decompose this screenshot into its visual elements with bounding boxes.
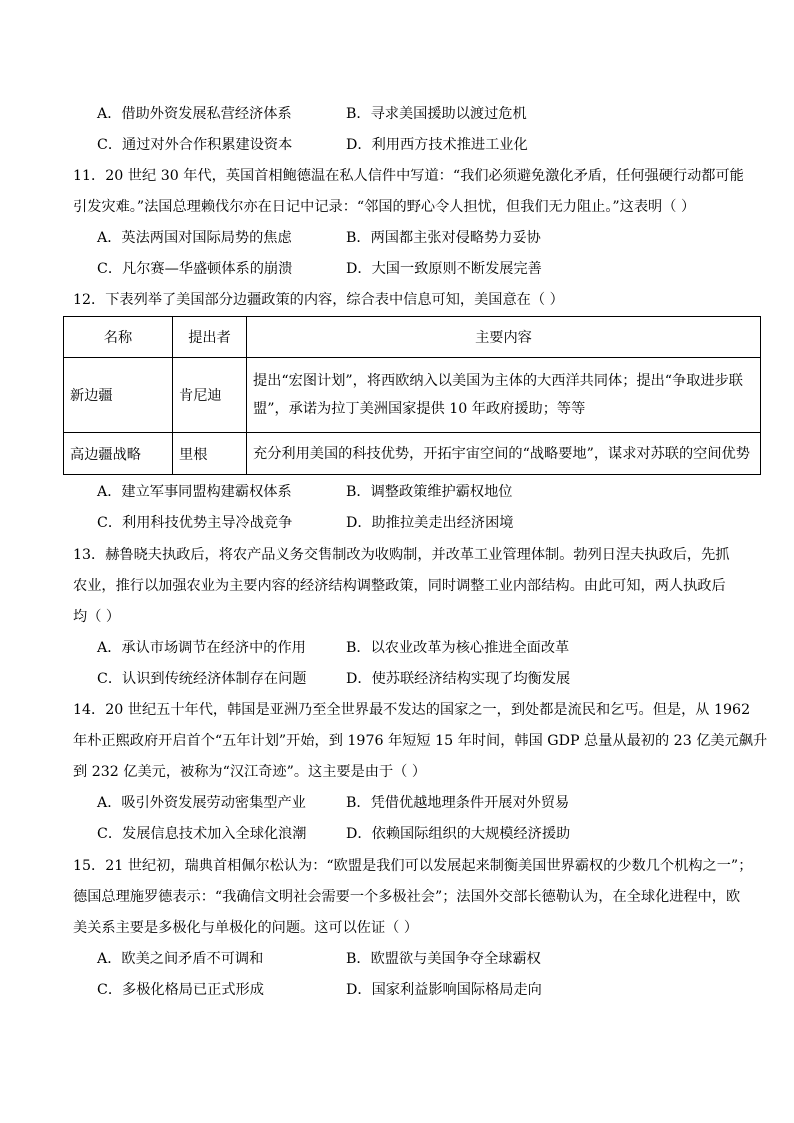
q15-option-b[interactable]: B．欧盟欲与美国争夺全球霸权 xyxy=(346,951,541,967)
q15-stem-line1: 15．21 世纪初，瑞典首相佩尔松认为：“欧盟是我们可以发展起来制衡美国世界霸权的少数几个机构之一”； xyxy=(73,858,753,874)
table-header-row xyxy=(64,317,761,358)
content-line: 提出“宏图计划”，将西欧纳入以美国为主体的大西洋共同体；提出“争取进步联 xyxy=(253,373,743,389)
q15-option-d[interactable]: D．国家利益影响国际格局走向 xyxy=(346,982,542,998)
q13-option-c[interactable]: C．认识到传统经济体制存在问题 xyxy=(97,671,307,687)
q13-stem-line1: 13．赫鲁晓夫执政后，将农产品义务交售制改为收购制，并改革工业管理体制。勃列日涅夫执政后，先抓 xyxy=(73,547,730,563)
q11-option-b[interactable]: B．两国都主张对侵略势力妥协 xyxy=(346,230,541,246)
q10-option-c[interactable]: C．通过对外合作积累建设资本 xyxy=(97,137,293,153)
content-line: 充分利用美国的科技优势，开拓宇宙空间的“战略要地”，谋求对苏联的空间优势 xyxy=(253,445,750,462)
table-cell-content xyxy=(247,358,761,433)
q11-stem-line2: 引发灾难。”法国总理赖伐尔亦在日记中记录：“邻国的野心令人担忧，但我们无力阻止。”这表明（ ） xyxy=(73,199,696,215)
q12-option-b[interactable]: B．调整政策维护霸权地位 xyxy=(346,484,513,500)
table-cell-name: 新边疆 xyxy=(64,358,173,433)
q12-option-c[interactable]: C．利用科技优势主导冷战竞争 xyxy=(97,515,293,531)
q12-stem-line1: 12．下表列举了美国部分边疆政策的内容，综合表中信息可知，美国意在（ ） xyxy=(73,292,564,308)
q13-option-d[interactable]: D．使苏联经济结构实现了均衡发展 xyxy=(346,671,571,687)
q10-option-a[interactable]: A．借助外资发展私营经济体系 xyxy=(97,106,292,122)
q11-option-c[interactable]: C．凡尔赛—华盛顿体系的崩溃 xyxy=(97,261,293,277)
q11-stem-line1: 11．20 世纪 30 年代，英国首相鲍德温在私人信件中写道：“我们必须避免激化矛盾，任何强硬行动都可能 xyxy=(73,168,744,184)
table-row xyxy=(64,433,761,475)
content-line: 盟”，承诺为拉丁美洲国家提供 10 年政府援助；等等 xyxy=(253,401,586,417)
q15-stem-line3: 美关系主要是多极化与单极化的问题。这可以佐证（ ） xyxy=(73,920,419,936)
q12-option-d[interactable]: D．助推拉美走出经济困境 xyxy=(346,515,514,531)
table-cell-content xyxy=(247,433,761,475)
q15-option-a[interactable]: A．欧美之间矛盾不可调和 xyxy=(97,951,264,967)
q13-stem-line2: 农业，推行以加强农业为主要内容的经济结构调整政策，同时调整工业内部结构。由此可知，两人执政后 xyxy=(73,578,726,594)
q14-stem-line2: 年朴正熙政府开启首个“五年计划”开始，到 1976 年短短 15 年时间，韩国 GDP 总量从最初的 23 亿美元飙升 xyxy=(73,733,768,749)
q15-stem-line2: 德国总理施罗德表示：“我确信文明社会需要一个多极社会”；法国外交部长德勒认为，在全球化进程中，欧 xyxy=(73,889,741,905)
q10-option-b[interactable]: B．寻求美国援助以渡过危机 xyxy=(346,106,527,122)
q14-stem-line1: 14．20 世纪五十年代，韩国是亚洲乃至全世界最不发达的国家之一，到处都是流民和乞丐。但是，从 1962 xyxy=(73,702,751,718)
q13-option-b[interactable]: B．以农业改革为核心推进全面改革 xyxy=(346,640,570,656)
table-cell-proposer: 肯尼迪 xyxy=(173,358,247,433)
q14-stem-line3: 到 232 亿美元，被称为“汉江奇迹”。这主要是由于（ ） xyxy=(73,764,427,780)
frontier-policy-table xyxy=(63,316,761,475)
table-row xyxy=(64,358,761,433)
q11-option-a[interactable]: A．英法两国对国际局势的焦虑 xyxy=(97,230,292,246)
q13-stem-line3: 均（ ） xyxy=(73,609,121,625)
q13-option-a[interactable]: A．承认市场调节在经济中的作用 xyxy=(97,640,306,656)
q10-option-d[interactable]: D．利用西方技术推进工业化 xyxy=(346,137,528,153)
table-cell-name: 高边疆战略 xyxy=(64,433,173,475)
q14-option-a[interactable]: A．吸引外资发展劳动密集型产业 xyxy=(97,795,306,811)
table-header-proposer: 提出者 xyxy=(173,317,247,358)
q12-option-a[interactable]: A．建立军事同盟构建霸权体系 xyxy=(97,484,292,500)
q14-option-c[interactable]: C．发展信息技术加入全球化浪潮 xyxy=(97,826,307,842)
q11-option-d[interactable]: D．大国一致原则不断发展完善 xyxy=(346,261,542,277)
q15-option-c[interactable]: C．多极化格局已正式形成 xyxy=(97,982,264,998)
table-cell-proposer: 里根 xyxy=(173,433,247,475)
table-header-content: 主要内容 xyxy=(247,317,761,358)
q14-option-d[interactable]: D．依赖国际组织的大规模经济援助 xyxy=(346,826,571,842)
table-header-name: 名称 xyxy=(64,317,173,358)
q14-option-b[interactable]: B．凭借优越地理条件开展对外贸易 xyxy=(346,795,570,811)
